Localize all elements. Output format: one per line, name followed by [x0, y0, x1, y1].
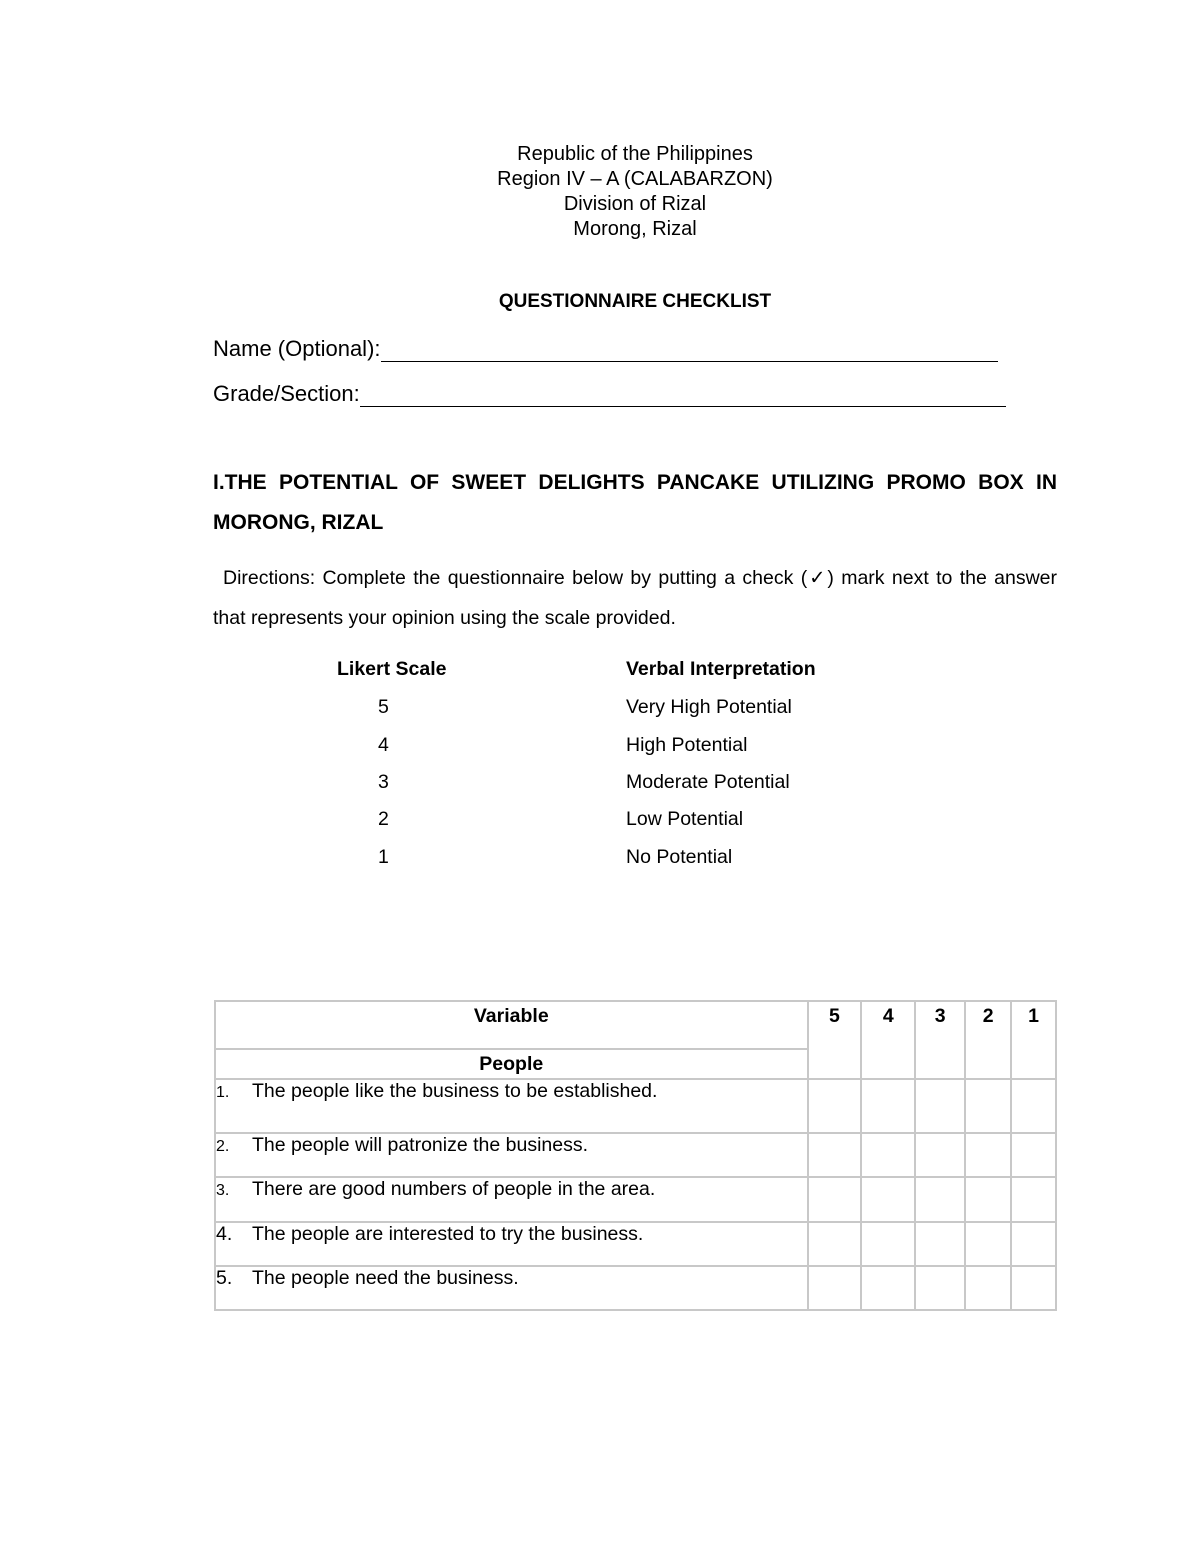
check-cell-1[interactable]	[1011, 1079, 1056, 1133]
likert-interpretation: Low Potential	[626, 808, 744, 830]
check-cell-3[interactable]	[915, 1079, 965, 1133]
likert-scale-value: 2	[378, 808, 389, 830]
row-number: 1.	[216, 1084, 230, 1101]
row-statement: The people need the business.	[252, 1267, 519, 1289]
table-row	[215, 1177, 1056, 1222]
likert-scale-value: 4	[378, 734, 389, 756]
row-statement: There are good numbers of people in the area.	[252, 1178, 656, 1200]
check-cell-2[interactable]	[965, 1133, 1011, 1177]
score-header-2: 2	[965, 1001, 1011, 1079]
check-cell-3[interactable]	[915, 1222, 965, 1266]
check-cell-2[interactable]	[965, 1266, 1011, 1310]
score-header-4: 4	[861, 1001, 915, 1079]
name-input-line[interactable]	[381, 339, 998, 362]
check-cell-2[interactable]	[965, 1177, 1011, 1222]
likert-interpretation: Very High Potential	[626, 696, 792, 718]
table-row	[215, 1222, 1056, 1266]
check-cell-3[interactable]	[915, 1177, 965, 1222]
variable-header: Variable	[215, 1001, 808, 1049]
table-row	[215, 1133, 1056, 1177]
check-cell-3[interactable]	[915, 1133, 965, 1177]
questionnaire-table	[214, 1000, 1057, 1311]
check-cell-5[interactable]	[808, 1133, 862, 1177]
check-cell-2[interactable]	[965, 1222, 1011, 1266]
check-cell-2[interactable]	[965, 1079, 1011, 1133]
check-cell-1[interactable]	[1011, 1222, 1056, 1266]
check-cell-5[interactable]	[808, 1222, 862, 1266]
check-cell-1[interactable]	[1011, 1177, 1056, 1222]
header-division: Division of Rizal	[563, 193, 707, 215]
likert-interpretation: No Potential	[626, 846, 733, 868]
section-heading: I.THE POTENTIAL OF SWEET DELIGHTS PANCAKE UTILIZING PROMO BOX IN MORONG, RIZAL	[213, 471, 1057, 534]
directions-text: Directions: Complete the questionnaire below by putting a check (✓) mark next to the answer that represents your opinion using the scale provided.	[213, 567, 1057, 629]
likert-interpretation: Moderate Potential	[626, 771, 790, 793]
check-cell-4[interactable]	[861, 1079, 915, 1133]
table-row	[215, 1079, 1056, 1133]
row-number: 5.	[216, 1267, 233, 1289]
row-statement: The people will patronize the business.	[252, 1134, 589, 1156]
check-cell-5[interactable]	[808, 1079, 862, 1133]
likert-scale-value: 5	[378, 696, 389, 718]
row-statement: The people like the business to be established.	[252, 1080, 658, 1102]
page-title: QUESTIONNAIRE CHECKLIST	[498, 291, 772, 312]
name-label: Name (Optional):	[213, 336, 381, 361]
check-cell-4[interactable]	[861, 1222, 915, 1266]
name-field[interactable]	[213, 336, 998, 362]
check-cell-5[interactable]	[808, 1266, 862, 1310]
check-cell-3[interactable]	[915, 1266, 965, 1310]
header-republic: Republic of the Philippines	[517, 143, 753, 165]
score-header-1: 1	[1011, 1001, 1056, 1079]
row-statement: The people are interested to try the business.	[252, 1223, 644, 1245]
score-header-3: 3	[915, 1001, 965, 1079]
row-number: 4.	[216, 1223, 233, 1245]
grade-section-field[interactable]	[213, 381, 1006, 407]
row-number: 2.	[216, 1138, 230, 1155]
check-cell-5[interactable]	[808, 1177, 862, 1222]
row-number: 3.	[216, 1182, 230, 1199]
likert-scale-value: 3	[378, 771, 389, 793]
likert-scale-header: Likert Scale	[337, 658, 447, 680]
verbal-interpretation-header: Verbal Interpretation	[626, 658, 816, 680]
check-cell-1[interactable]	[1011, 1266, 1056, 1310]
category-header-people: People	[215, 1049, 808, 1079]
check-cell-4[interactable]	[861, 1266, 915, 1310]
header-region: Region IV – A (CALABARZON)	[497, 168, 773, 190]
likert-interpretation: High Potential	[626, 734, 748, 756]
check-cell-4[interactable]	[861, 1133, 915, 1177]
grade-section-input-line[interactable]	[360, 384, 1006, 407]
table-row	[215, 1266, 1056, 1310]
check-cell-4[interactable]	[861, 1177, 915, 1222]
check-cell-1[interactable]	[1011, 1133, 1056, 1177]
grade-section-label: Grade/Section:	[213, 381, 360, 406]
header-municipality: Morong, Rizal	[573, 218, 697, 240]
score-header-5: 5	[808, 1001, 862, 1079]
likert-scale-value: 1	[378, 846, 389, 868]
